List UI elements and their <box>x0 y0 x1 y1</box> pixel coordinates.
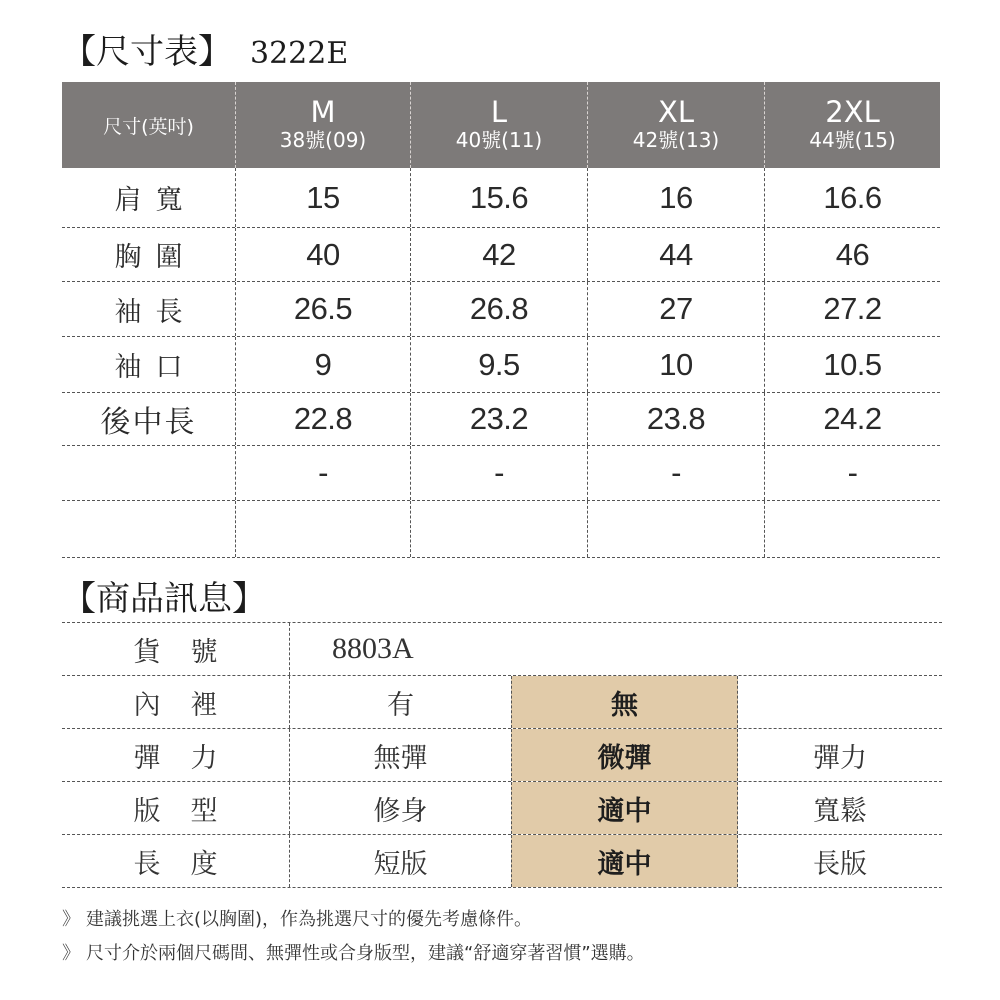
size-column-xl <box>588 82 765 168</box>
row-label: 肩寬 <box>62 168 236 227</box>
size-code: L <box>490 95 508 129</box>
size-code: 2XL <box>825 95 880 129</box>
table-cell: 15 <box>236 168 411 227</box>
table-row <box>62 168 940 228</box>
info-option-selected: 微彈 <box>511 729 738 781</box>
size-code: XL <box>657 95 695 129</box>
table-cell: 10 <box>588 337 765 392</box>
table-cell: 40 <box>236 228 411 281</box>
table-cell: 24.2 <box>823 401 882 436</box>
table-cell: 26.5 <box>236 282 411 336</box>
size-chart-heading: 【尺寸表】 <box>62 32 232 72</box>
table-row <box>62 393 940 446</box>
size-column-2xl <box>765 82 940 168</box>
table-cell <box>588 501 765 557</box>
table-row <box>62 282 940 337</box>
info-row-elasticity <box>62 729 942 782</box>
size-code: M <box>310 95 336 129</box>
info-option: 有 <box>387 689 414 721</box>
info-option: 寬鬆 <box>813 795 867 827</box>
info-row-item-no <box>62 623 942 676</box>
table-cell: 22.8 <box>236 393 411 445</box>
size-number: 44號(15) <box>809 128 896 152</box>
note-marker: 》 <box>62 943 80 964</box>
table-cell <box>765 501 940 557</box>
row-label: 後中長 <box>62 393 236 445</box>
notes <box>62 903 645 971</box>
note-line <box>62 903 645 937</box>
size-table-header <box>62 82 940 168</box>
info-label: 內裡 <box>62 676 290 728</box>
table-cell: 27 <box>588 282 765 336</box>
table-cell: 16 <box>588 168 765 227</box>
info-option: 修身 <box>373 795 428 827</box>
table-cell: - <box>588 446 765 500</box>
style-code: 3222E <box>250 36 349 71</box>
size-number: 38號(09) <box>279 128 367 152</box>
table-cell <box>236 501 411 557</box>
info-option: 無彈 <box>373 742 428 774</box>
table-cell: 15.6 <box>411 168 588 227</box>
note-line <box>62 937 645 971</box>
note-marker: 》 <box>62 909 80 930</box>
row-label <box>62 501 236 557</box>
info-option: 彈力 <box>813 742 867 774</box>
unit-label: 尺寸(英吋) <box>62 82 236 168</box>
row-label: 胸圍 <box>62 228 236 281</box>
row-label <box>62 446 236 500</box>
table-cell: 42 <box>411 228 588 281</box>
info-option-selected: 適中 <box>511 835 738 887</box>
table-cell: 27.2 <box>823 291 882 326</box>
table-cell: 26.8 <box>411 282 588 336</box>
size-chart-title <box>62 28 348 78</box>
table-cell: - <box>847 455 858 490</box>
row-label: 袖口 <box>62 337 236 392</box>
table-row <box>62 446 940 501</box>
product-info-title: 【商品訊息】 <box>62 579 266 619</box>
info-label: 版型 <box>62 782 290 834</box>
info-label: 貨號 <box>62 623 290 675</box>
size-number: 40號(11) <box>455 128 543 152</box>
info-row-length <box>62 835 942 888</box>
info-option-selected: 適中 <box>511 782 738 834</box>
table-cell: 44 <box>588 228 765 281</box>
info-option-selected: 無 <box>511 676 738 728</box>
note-text: 尺寸介於兩個尺碼間、無彈性或合身版型，建議“舒適穿著習慣”選購。 <box>86 943 645 964</box>
info-label: 長度 <box>62 835 290 887</box>
table-cell: 10.5 <box>823 346 882 382</box>
table-cell: 23.8 <box>588 393 765 445</box>
size-column-l <box>411 82 588 168</box>
table-row <box>62 501 940 558</box>
table-cell: 9.5 <box>411 337 588 392</box>
size-table <box>62 82 940 558</box>
info-option: 長版 <box>813 848 867 880</box>
note-text: 建議挑選上衣(以胸圍)，作為挑選尺寸的優先考慮條件。 <box>86 909 533 930</box>
table-cell: 23.2 <box>411 393 588 445</box>
info-row-fit <box>62 782 942 835</box>
item-number: 8803A <box>332 632 414 665</box>
table-cell: - <box>236 446 411 500</box>
table-cell: 46 <box>835 236 870 272</box>
info-label: 彈力 <box>62 729 290 781</box>
product-info-table <box>62 622 942 888</box>
info-option <box>738 676 942 728</box>
table-cell: 9 <box>236 337 411 392</box>
table-cell: 16.6 <box>823 179 882 215</box>
table-cell <box>411 501 588 557</box>
table-row <box>62 337 940 393</box>
size-number: 42號(13) <box>632 128 720 152</box>
table-cell: - <box>411 446 588 500</box>
info-option: 短版 <box>373 848 428 880</box>
info-row-lining <box>62 676 942 729</box>
table-row <box>62 228 940 282</box>
size-column-m <box>236 82 411 168</box>
row-label: 袖長 <box>62 282 236 336</box>
